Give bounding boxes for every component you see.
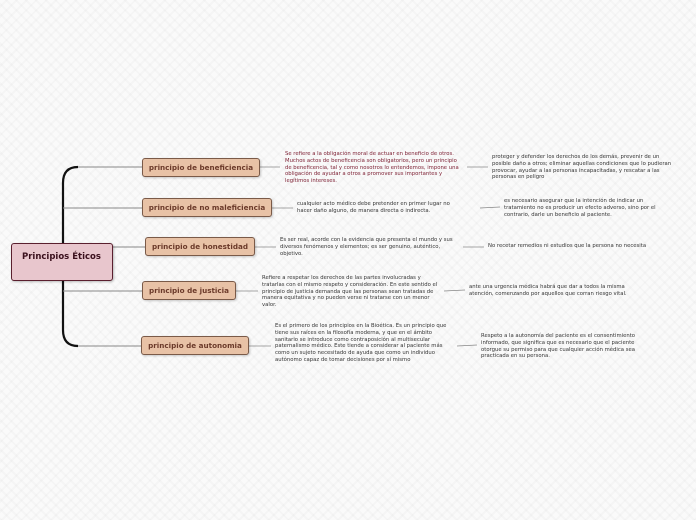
description-beneficiencia: Se refiere a la obligación moral de actuar en beneficio de otros. Muchos actos de beneficencia son obligatorios, pero un principio de beneficencia, tal y como nosotros lo entendemos, impone una obligación de ayudar a otros a promover sus importantes y legítimos intereses. — [285, 151, 459, 185]
branch-label: principio de justicia — [149, 286, 229, 295]
detail-honestidad: No recetar remedios ni estudios que la persona no necesita — [488, 243, 647, 249]
branch-justicia[interactable] — [142, 281, 236, 300]
connector-detail-5 — [457, 345, 477, 346]
branch-label: principio de autonomia — [148, 341, 242, 350]
branch-no-maleficiencia[interactable] — [142, 198, 272, 217]
connector-detail-2 — [480, 207, 500, 208]
description-justicia: Refiere a respetar los derechos de las partes involucradas y tratarlas con el mismo respeto y consideración. En este sentido el principio de justicia demanda que las personas sean tratadas de manera equitativa y no pueden verse ni tratarse con un menor valor. — [262, 275, 438, 309]
root-label: Principios Éticos — [22, 252, 101, 262]
branch-label: principio de no maleficiencia — [148, 203, 266, 212]
detail-justicia: ante una urgencia médica habrá que dar a todos la misma atención, comenzando por aquellos que corran riesgo vital. — [469, 284, 627, 297]
detail-beneficiencia: proteger y defender los derechos de los demás, prevenir de un posible daño a otros; eliminar aquellas condiciones que lo pudieran provocar, ayudar a las personas incapacitadas, y rescatar a las personas en peligro — [492, 154, 672, 181]
branch-honestidad[interactable] — [145, 237, 255, 256]
root-node[interactable] — [11, 243, 113, 281]
connector-detail-4 — [444, 290, 465, 291]
branch-label: principio de honestidad — [152, 242, 248, 251]
description-no-maleficiencia: cualquier acto médico debe pretender en primer lugar no hacer daño alguno, de manera directa o indirecta. — [297, 201, 450, 214]
detail-autonomia: Respeto a la autonomía del paciente es el consentimiento informado, que significa que es necesario que el paciente otorgue su permiso para que cualquier acción médica sea practicada en su persona. — [481, 333, 636, 360]
description-autonomia: Es el primero de los principios en la Bioética. Es un principio que tiene sus raíces en la filosofía moderna, y que en el ámbito sanitario se introduce como contraposición al multisecular paternalismo médico. Este tiende a considerar al paciente más como un sujeto necesitado de ayuda que como un individuo autónomo capaz de tomar decisiones por sí mismo — [275, 323, 447, 363]
detail-no-maleficiencia: es necesario asegurar que la intención de indicar un tratamiento no es producir un efecto adverso, sino por el contrario, darle un beneficio al paciente. — [504, 198, 656, 218]
branch-label: principio de beneficiencia — [148, 163, 254, 172]
branch-beneficiencia[interactable] — [142, 158, 260, 177]
description-honestidad: Es ser real, acorde con la evidencia que presenta el mundo y sus diversos fenómenos y elementos; es ser genuino, auténtico, objetivo. — [280, 237, 453, 257]
branch-autonomia[interactable] — [141, 336, 249, 355]
